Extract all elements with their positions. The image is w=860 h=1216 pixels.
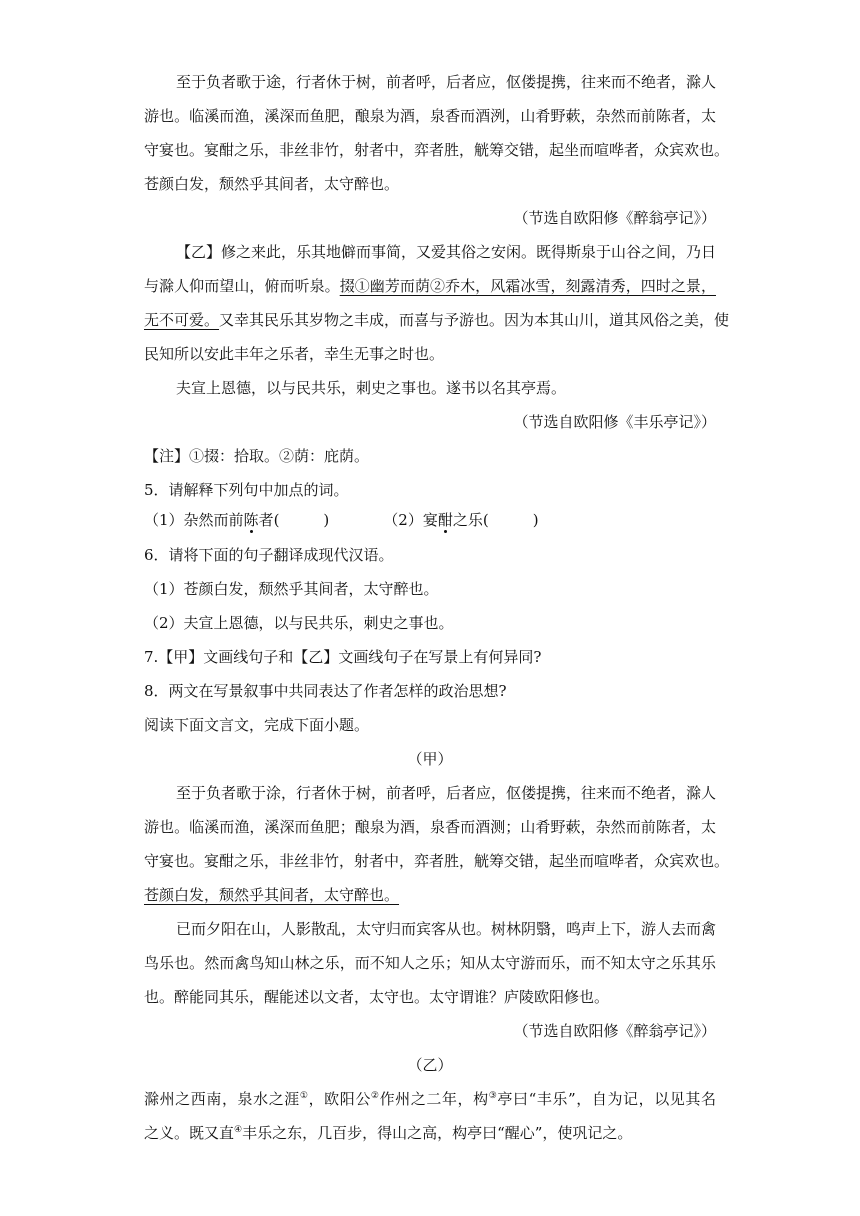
underlined-sentence: 无不可爱。 [144,311,220,329]
item-2-suffix: 之乐( [452,511,489,529]
text-segment: ，欧阳公 [308,1090,371,1108]
footnote-marker: ① [299,1091,309,1101]
passage-line: 也。醉能同其乐，醒能述以文者，太守也。太守谓谁？庐陵欧阳修也。 [144,988,610,1006]
passage-line [144,276,716,296]
passage-line [144,1089,716,1109]
text-segment: 滁州之西南，泉水之涯 [144,1090,300,1108]
text-segment: 丰乐之东，几百步，得山之高，构亭曰“醒心”，使巩记之。 [242,1124,633,1142]
bracket-close: ) [532,511,539,529]
footnote-marker: ③ [488,1091,498,1101]
question-7: 7.【甲】文画线句子和【乙】文画线句子在写景上有何异同? [144,648,542,666]
text-segment: 之义。既又直 [144,1124,235,1142]
source-citation: （节选自欧阳修《丰乐亭记》） [513,413,716,431]
passage-line: 守宴也。宴酣之乐，非丝非竹，射者中，弈者胜，觥筹交错，起坐而喧哗者，众宾欢也。 [144,141,730,159]
underlined-sentence: 苍颜白发，颓然乎其间者，太守醉也。 [144,886,400,904]
passage-line: 鸟乐也。然而禽鸟知山林之乐，而不知人之乐；知从太守游而乐，而不知太守之乐其乐 [144,954,716,972]
passage-line: 游也。临溪而渔，溪深而鱼肥；酿泉为酒，泉香而酒测；山肴野蔌，杂然而前陈者，太 [144,818,716,836]
question-5-items [144,510,716,530]
dotted-word: 陈 [243,511,259,529]
text-segment: 又幸其民乐其岁物之丰成，而喜与予游也。因为本其山川，道其风俗之美，使 [219,311,730,329]
question-8: 8．两文在写景叙事中共同表达了作者怎样的政治思想? [144,682,507,700]
passage-line: 守宴也。宴酣之乐，非丝非竹，射者中，弈者胜，觥筹交错，起坐而喧哗者，众宾欢也。 [144,852,730,870]
source-citation: （节选自欧阳修《醉翁亭记》） [513,1022,716,1040]
passage-line: 民知所以安此丰年之乐者，幸生无事之时也。 [144,345,445,363]
passage-line: 已而夕阳在山，人影散乱，太守归而宾客从也。树林阴翳，鸣声上下，游人去而禽 [176,920,717,938]
reading-instruction: 阅读下面文言文，完成下面小题。 [144,716,370,734]
question-6-stem: 6．请将下面的句子翻译成现代汉语。 [144,546,394,564]
passage-line: 至于负者歌于涂，行者休于树，前者呼，后者应，伛偻提携，往来而不绝者，滁人 [176,784,717,802]
passage-line: 夫宣上恩德，以与民共乐，刺史之事也。遂书以名其亭焉。 [176,379,567,397]
source-citation: （节选自欧阳修《醉翁亭记》） [513,209,716,227]
dotted-word: 酣 [437,511,453,529]
passage-line: 苍颜白发，颓然乎其间者，太守醉也。 [144,175,400,193]
passage-line: 至于负者歌于途，行者休于树，前者呼，后者应，伛偻提携，往来而不绝者，滁人 [176,73,717,91]
question-6-sentence-2: （2）夫宣上恩德，以与民共乐，刺史之事也。 [144,614,454,632]
passage-line [144,1123,716,1143]
underlined-sentence: 掇①幽芳而荫②乔木，风霜冰雪，刻露清秀，四时之景， [339,277,716,295]
footnote-marker: ② [370,1091,380,1101]
question-5-stem: 5．请解释下列句中加点的词。 [144,481,349,499]
passage-line [144,885,716,905]
passage-line [144,310,730,330]
item-2-prefix: （2）宴 [383,511,438,529]
text-segment: 亭曰“丰乐”，自为记，以见其名 [497,1090,716,1108]
item-1-prefix: （1）杂然而前 [144,511,244,529]
bracket-close: ) [323,511,330,529]
passage-line: 【乙】修之来此，乐其地僻而事简，又爱其俗之安闲。既得斯泉于山谷之间，乃日 [176,243,717,261]
annotation-note: 【注】①掇：拾取。②荫：庇荫。 [144,447,370,465]
item-1-suffix: 者( [258,511,280,529]
passage-line: 游也。临溪而渔，溪深而鱼肥，酿泉为酒，泉香而酒洌，山肴野蔌，杂然而前陈者，太 [144,107,716,125]
footnote-marker: ④ [234,1125,243,1135]
passage-heading: （乙） [407,1056,453,1074]
question-6-sentence-1: （1）苍颜白发，颓然乎其间者，太守醉也。 [144,580,439,598]
passage-heading: （甲） [407,750,453,768]
text-segment: 作州之二年，构 [379,1090,489,1108]
text-segment: 与滁人仰而望山，俯而听泉。 [144,277,340,295]
